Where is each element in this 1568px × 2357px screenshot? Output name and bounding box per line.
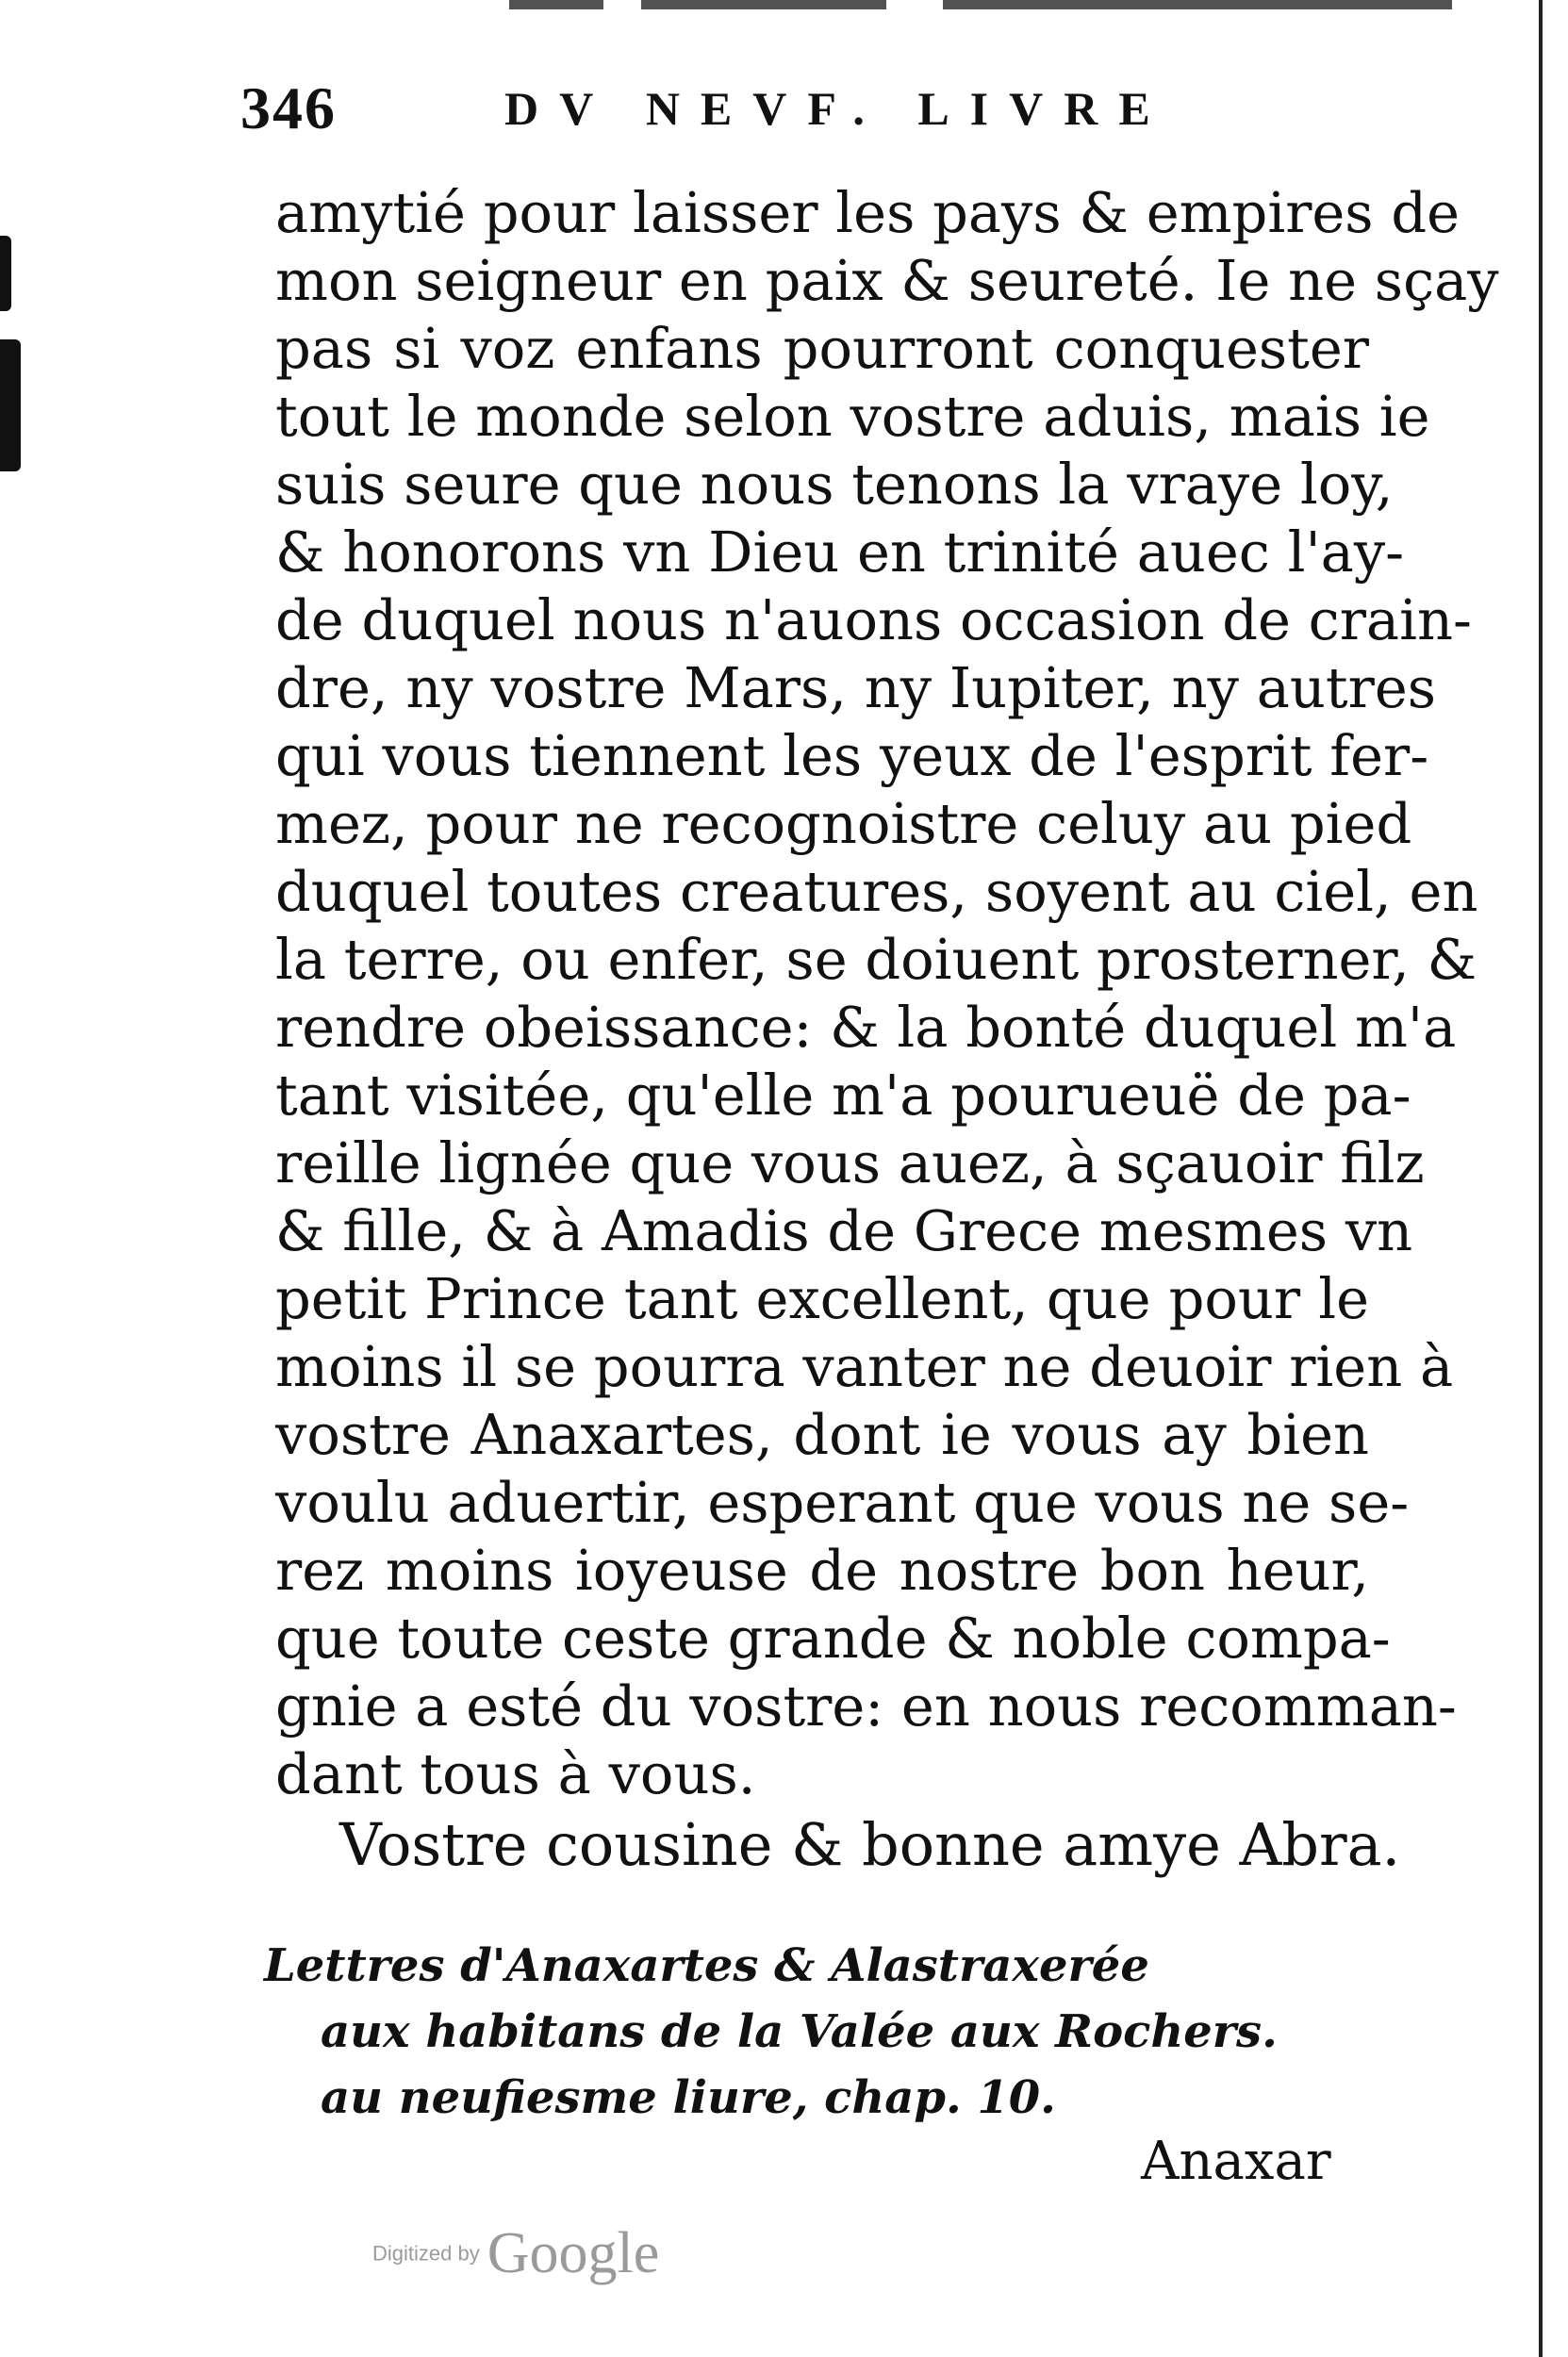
text-line: la terre, ou enfer, se doiuent prosterner, & — [275, 927, 1477, 992]
text-line: gnie a esté du vostre: en nous recomman- — [275, 1673, 1457, 1739]
text-line: rendre obeissance: & la bonté duquel m'a — [275, 995, 1457, 1060]
letter-signature: Vostre cousine & bonne amye Abra. — [339, 1810, 1401, 1879]
scan-edge-mark — [0, 339, 21, 471]
text-line: amytié pour laisser les pays & empires de — [275, 180, 1461, 245]
rubric-line: Lettres d'Anaxartes & Alastraxerée — [264, 1939, 1149, 1992]
digitized-label: Digitized by — [372, 2241, 480, 2266]
text-line: mez, pour ne recognoistre celuy au pied — [275, 791, 1412, 856]
scan-top-bleed — [509, 0, 1452, 9]
text-line: & fille, & à Amadis de Grece mesmes vn — [275, 1198, 1413, 1263]
text-line: pas si voz enfans pourront conquester — [275, 316, 1369, 381]
scan-edge-mark — [0, 236, 11, 311]
text-line: suis seure que nous tenons la vraye loy, — [275, 452, 1394, 517]
text-line: mon seigneur en paix & seureté. Ie ne sçay — [275, 248, 1499, 313]
rubric-line: au neufiesme liure, chap. 10. — [321, 2071, 1056, 2124]
text-line: petit Prince tant excellent, que pour le — [275, 1266, 1369, 1331]
text-line: voulu aduertir, esperant que vous ne se- — [275, 1470, 1410, 1535]
rubric-line: aux habitans de la Valée aux Rochers. — [321, 2005, 1278, 2058]
text-line: tout le monde selon vostre aduis, mais ie — [275, 384, 1430, 449]
text-line: tant visitée, qu'elle m'a pourueuë de pa- — [275, 1063, 1411, 1128]
text-line: moins il se pourra vanter ne deuoir rien à — [275, 1334, 1454, 1399]
text-line: reille lignée que vous auez, à sçauoir filz — [275, 1130, 1425, 1195]
running-head: DV NEVF. LIVRE — [504, 82, 1171, 135]
text-line: de duquel nous n'auons occasion de crain- — [275, 587, 1472, 652]
digitized-watermark — [372, 2220, 659, 2287]
text-line: que toute ceste grande & noble compa- — [275, 1606, 1391, 1671]
page-number: 346 — [240, 74, 337, 141]
text-line: dre, ny vostre Mars, ny Iupiter, ny autres — [275, 655, 1437, 720]
chapter-rubric — [264, 1933, 1282, 2131]
text-line: duquel toutes creatures, soyent au ciel, en — [275, 859, 1478, 924]
google-logo: Google — [487, 2221, 660, 2285]
page-header — [240, 74, 1259, 158]
text-line: dant tous à vous. — [275, 1741, 756, 1806]
letter-body — [275, 179, 1499, 1808]
text-line: qui vous tiennent les yeux de l'esprit fer- — [275, 723, 1429, 788]
text-line: & honorons vn Dieu en trinité auec l'ay- — [275, 519, 1405, 585]
text-line: rez moins ioyeuse de nostre bon heur, — [275, 1538, 1369, 1603]
text-line: vostre Anaxartes, dont ie vous ay bien — [275, 1402, 1369, 1467]
catchword: Anaxar — [1141, 2131, 1331, 2192]
scan-right-edge — [1539, 0, 1543, 2357]
